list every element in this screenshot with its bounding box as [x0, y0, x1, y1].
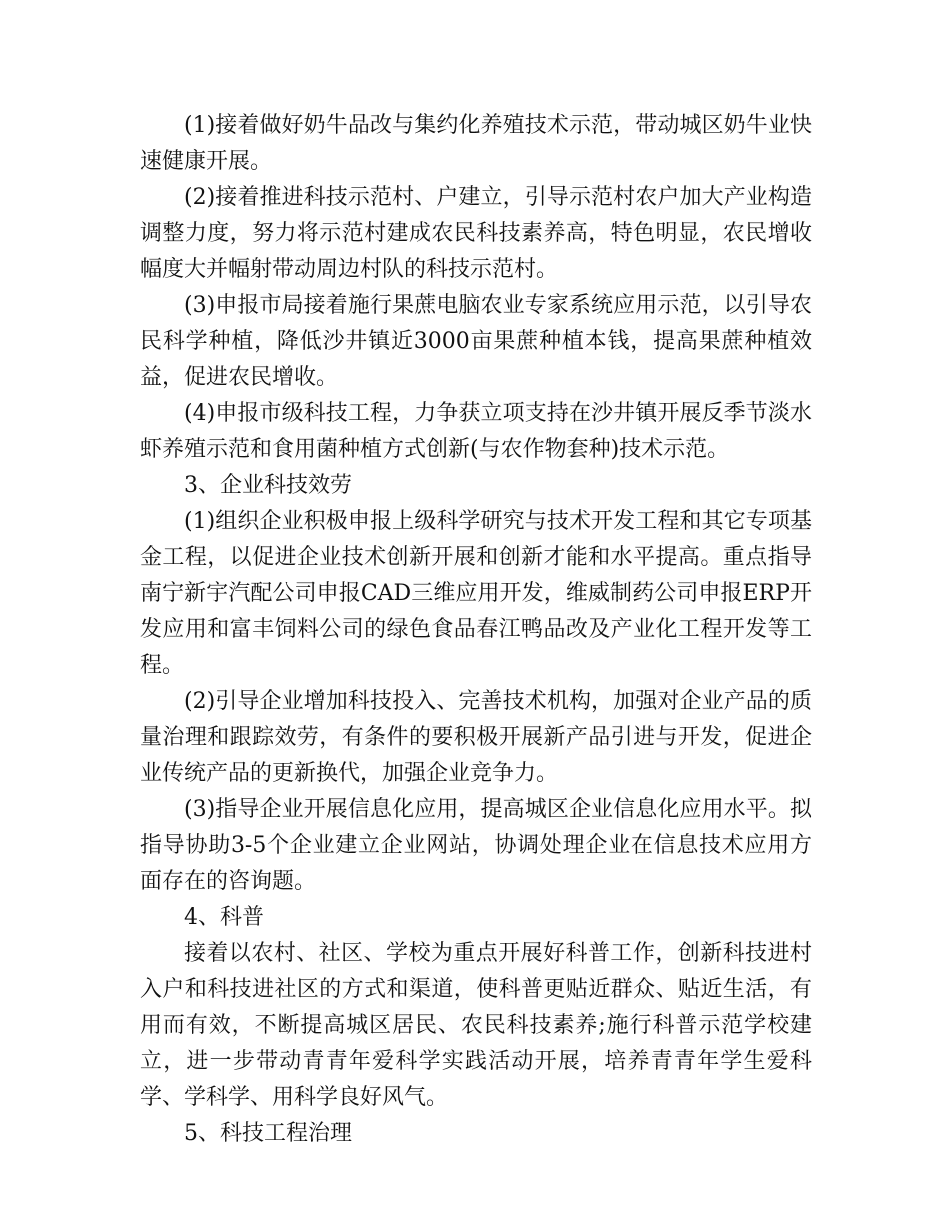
document-body [140, 108, 812, 1152]
section-heading-science-popularization: 4、科普 [184, 905, 264, 930]
paragraph-enterprise-informatization: (3)指导企业开展信息化应用，提高城区企业信息化应用水平。拟指导协助3-5个企业建立企业网站，协调处理企业在信息技术应用方面存在的咨询题。 [140, 797, 812, 894]
section-heading-project-management: 5、科技工程治理 [184, 1121, 352, 1146]
section-heading-enterprise-service: 3、企业科技效劳 [184, 473, 352, 498]
paragraph-enterprise-investment: (2)引导企业增加科技投入、完善技术机构，加强对企业产品的质量治理和跟踪效劳，有条件的要积极开展新产品引进与开发，促进企业传统产品的更新换代，加强企业竞争力。 [140, 689, 812, 786]
paragraph-science-popularization: 接着以农村、社区、学校为重点开展好科普工作，创新科技进村入户和科技进社区的方式和渠道，使科普更贴近群众、贴近生活，有用而有效，不断提高城区居民、农民科技素养;施行科普示范学校建立，进一步带动青青年爱科学实践活动开展，培养青青年学生爱科学、学科学、用科学良好风气。 [140, 941, 812, 1110]
paragraph-enterprise-funding: (1)组织企业积极申报上级科学研究与技术开发工程和其它专项基金工程，以促进企业技术创新开展和创新才能和水平提高。重点指导南宁新宇汽配公司申报CAD三维应用开发，维威制药公司申报ERP开发应用和富丰饲料公司的绿色食品春江鸭品改及产业化工程开发等工程。 [140, 509, 812, 678]
paragraph-sugarcane-system: (3)申报市局接着施行果蔗电脑农业专家系统应用示范，以引导农民科学种植，降低沙井镇近3000亩果蔗种植本钱，提高果蔗种植效益，促进农民增收。 [140, 293, 812, 390]
paragraph-dairy-demo: (1)接着做好奶牛品改与集约化养殖技术示范，带动城区奶牛业快速健康开展。 [140, 113, 812, 174]
paragraph-city-project: (4)申报市级科技工程，力争获立项支持在沙井镇开展反季节淡水虾养殖示范和食用菌种植方式创新(与农作物套种)技术示范。 [140, 401, 812, 462]
paragraph-demo-village: (2)接着推进科技示范村、户建立，引导示范村农户加大产业构造调整力度，努力将示范村建成农民科技素养高，特色明显，农民增收幅度大并幅射带动周边村队的科技示范村。 [140, 185, 812, 282]
